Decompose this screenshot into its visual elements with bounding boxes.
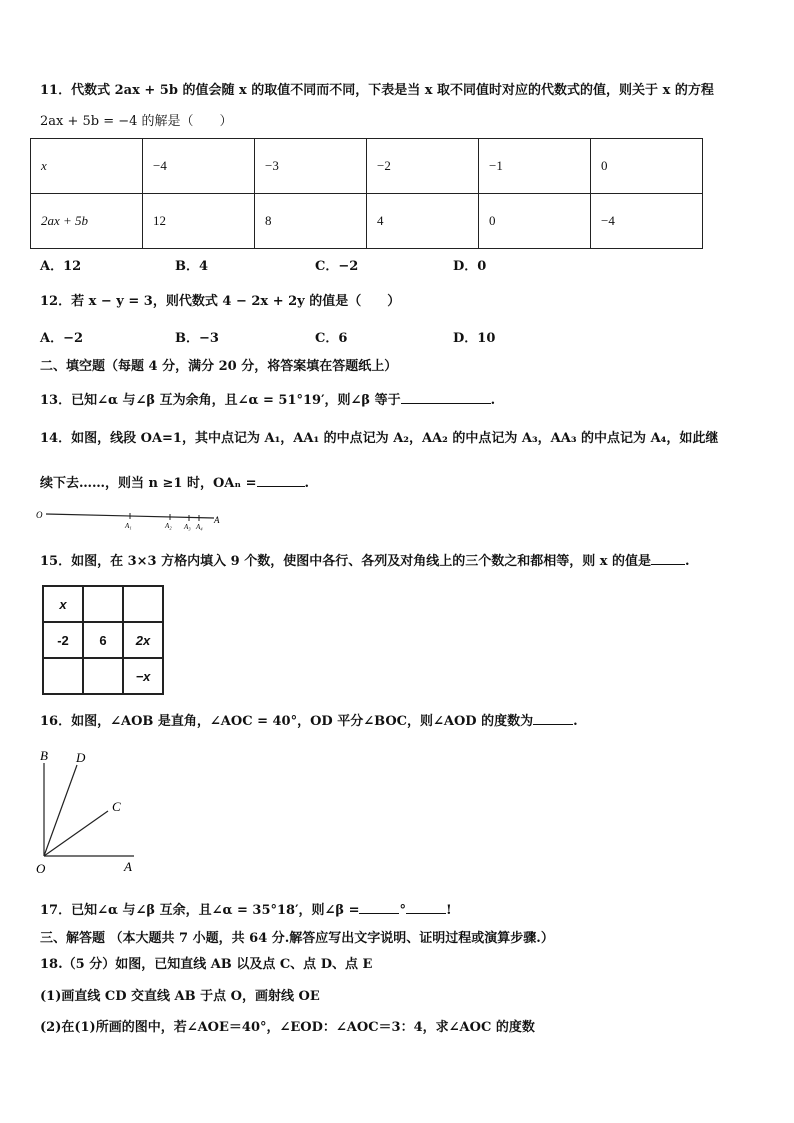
q18-part1: (1)画直线 CD 交直线 AB 于点 O，画射线 OE [40,989,320,1004]
q11-option-a: A．12 [40,259,82,274]
q14-line1: 14．如图，线段 OA=1，其中点记为 A₁，AA₁ 的中点记为 A₂，AA₂ 的中点记为 A₃，AA₃ 的中点记为 A₄，如此继 [40,431,719,446]
grid-cell: -2 [43,622,83,658]
table-cell: x [31,139,143,194]
q18-part2: (2)在(1)所画的图中，若∠AOE＝40°，∠EOD：∠AOC＝3：4，求∠AOC 的度数 [40,1020,535,1035]
answer-blank [359,899,399,914]
grid-row [43,586,163,622]
q14-line2 [40,472,309,493]
section-heading-fill-in: 二、填空题（每题 4 分，满分 20 分，将答案填在答题纸上） [40,359,398,374]
q12-option-a: A．−2 [40,331,84,346]
label-b: B [40,748,48,763]
label-c: C [112,799,121,814]
label-a: A [124,859,132,874]
q17-degree: ° [399,903,406,918]
grid-cell [83,586,123,622]
magic-square [42,585,164,695]
q11-option-c: C．−2 [315,259,359,274]
table-cell: 0 [591,139,703,194]
q13-stem [40,389,495,410]
answer-blank [651,550,685,565]
label-a1: A₁ [125,522,132,530]
table-cell: −4 [143,139,255,194]
q11-line1: 11．代数式 2ax + 5b 的值会随 x 的取值不同而不同，下表是当 x 取不同值时对应的代数式的值，则关于 x 的方程 [40,83,714,98]
q12-option-d: D．10 [453,331,496,346]
table-cell: −1 [479,139,591,194]
q18-stem: 18.（5 分）如图，已知直线 AB 以及点 C、点 D、点 E [40,957,373,972]
table-cell: 0 [479,194,591,249]
table-cell: 12 [143,194,255,249]
table-row [31,194,703,249]
table-cell: 2ax + 5b [31,194,143,249]
q11-option-b: B．4 [175,259,209,274]
label-a: A [214,515,220,525]
answer-blank [401,389,491,404]
table-cell: −4 [591,194,703,249]
grid-cell: −x [123,658,163,694]
q11-line2: 2ax + 5b = −4 的解是（ ） [40,114,233,129]
q14-text: 续下去……，则当 n ≥1 时，OAₙ = [40,476,257,491]
q12-option-c: C．6 [315,331,348,346]
label-o: O [36,510,43,520]
grid-row [43,622,163,658]
q16-text: 16．如图，∠AOB 是直角，∠AOC = 40°，OD 平分∠BOC，则∠AOD 的度数为 [40,714,534,729]
grid-cell: 2x [123,622,163,658]
q14-end: . [304,476,310,491]
table-cell: −3 [255,139,367,194]
label-a3: A₃ [184,523,191,531]
grid-row [43,658,163,694]
label-d: D [76,750,86,765]
q16-end: . [573,714,578,729]
label-o: O [36,861,46,876]
label-a2: A₂ [165,522,172,530]
answer-blank [257,472,305,487]
q13-text: 13．已知∠α 与∠β 互为余角，且∠α = 51°19′，则∠β 等于 [40,393,401,408]
grid-cell: 6 [83,622,123,658]
q15-stem [40,550,690,571]
q17-end: ! [445,903,452,918]
q13-end: . [490,393,496,408]
table-cell: 4 [367,194,479,249]
value-table [30,138,703,249]
q16-stem [40,710,578,731]
angle-figure [34,745,154,880]
q15-end: . [685,554,690,569]
q17-text: 17．已知∠α 与∠β 互余，且∠α = 35°18′，则∠β = [40,903,360,918]
q11-option-d: D．0 [453,259,487,274]
q12-option-b: B．−3 [175,331,219,346]
q15-text: 15．如图，在 3×3 方格内填入 9 个数，使图中各行、各列及对角线上的三个数之和都相等，则 x 的值是 [40,554,652,569]
ray-oc [44,811,108,856]
q17-stem [40,899,452,920]
table-cell: 8 [255,194,367,249]
grid-cell [83,658,123,694]
table-row [31,139,703,194]
q12-stem: 12．若 x − y = 3，则代数式 4 − 2x + 2y 的值是（ ） [40,294,401,309]
section-heading-solve: 三、解答题 （本大题共 7 小题，共 64 分.解答应写出文字说明、证明过程或演算步骤.） [40,931,554,946]
answer-blank [406,899,446,914]
segment-figure [34,506,234,532]
answer-blank [533,710,573,725]
table-cell: −2 [367,139,479,194]
grid-cell [123,586,163,622]
grid-cell [43,658,83,694]
ray-od [44,765,77,856]
label-a4: A₄ [196,523,203,531]
grid-cell: x [43,586,83,622]
